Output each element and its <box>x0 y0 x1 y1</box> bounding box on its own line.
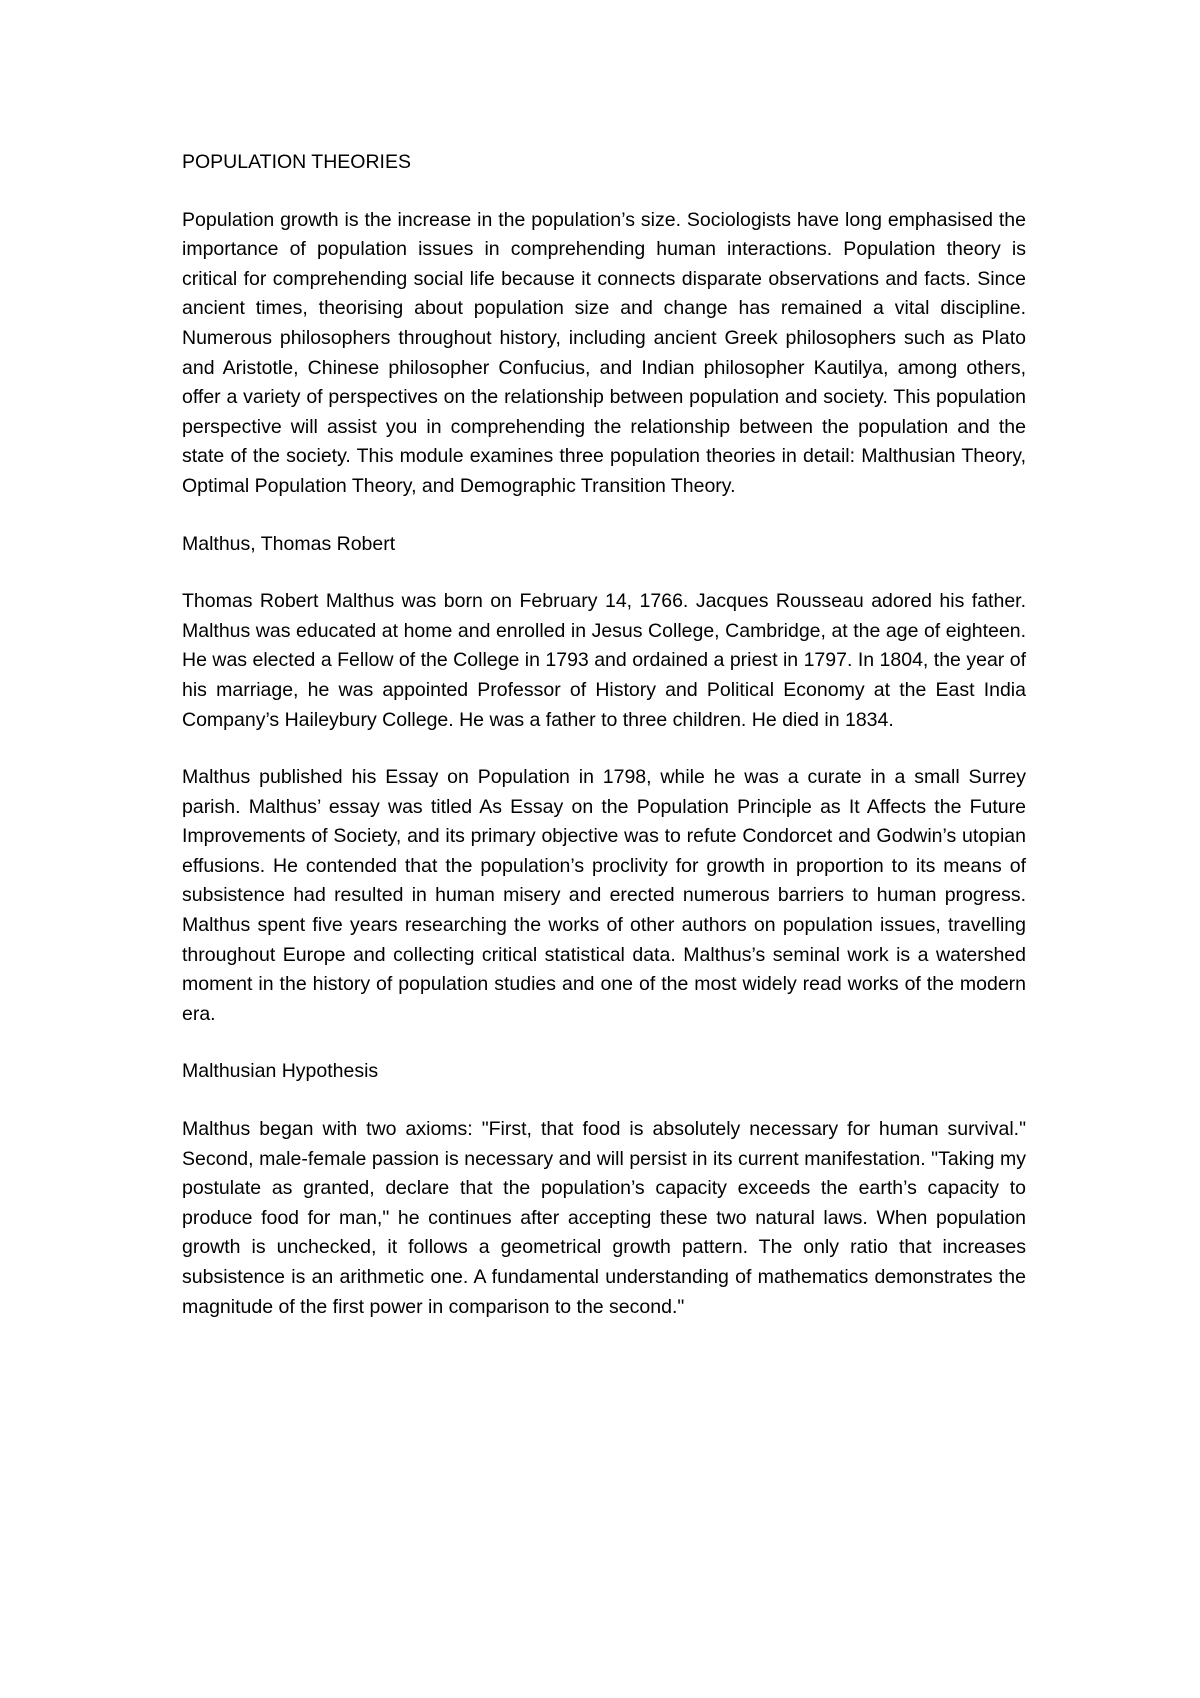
section-heading-hypothesis: Malthusian Hypothesis <box>182 1060 379 1083</box>
spacer <box>182 559 1026 587</box>
malthus-biography-paragraph: Thomas Robert Malthus was born on February 14, 1766. Jacques Rousseau adored his father. Malthus was educated at home and enrolled in Jesus College, Cambridge, at the age of eighteen. He was elected a Fellow of the College in 1793 and ordained a priest in 1797. In 1804, the year of his marriage, he was appointed Professor of History and Political Economy at the East India Company’s Haileybury College. He was a father to three children. He died in 1834. <box>182 590 1026 731</box>
spacer <box>182 1087 1026 1115</box>
spacer <box>182 1029 1026 1057</box>
document-title: POPULATION THEORIES <box>182 151 411 173</box>
spacer <box>182 502 1026 530</box>
intro-paragraph: Population growth is the increase in the population’s size. Sociologists have long emphasised the importance of population issues in comprehending human interactions. Population theory is critical for comprehending social life because it connects disparate observations and facts. Since ancient times, theorising about population size and change has remained a vital discipline. Numerous philosophers throughout history, including ancient Greek philosophers such as Plato and Aristotle, Chinese philosopher Confucius, and Indian philosopher Kautilya, among others, offer a variety of perspectives on the relationship between population and society. This population perspective will assist you in comprehending the relationship between the population and the state of the society. This module examines three population theories in detail: Malthusian Theory, Optimal Population Theory, and Demographic Transition Theory. <box>182 208 1026 497</box>
document-body <box>182 148 1026 1322</box>
hypothesis-paragraph: Malthus began with two axioms: "First, that food is absolutely necessary for human survival." Second, male-female passion is necessary and will persist in its current manifestation. "Taking my postulate as granted, declare that the population’s capacity exceeds the earth’s capacity to produce food for man," he continues after accepting these two natural laws. When population growth is unchecked, it follows a geometrical growth pattern. The only ratio that increases subsistence is an arithmetic one. A fundamental understanding of mathematics demonstrates the magnitude of the first power in comparison to the second." <box>182 1118 1026 1318</box>
malthus-essay-paragraph: Malthus published his Essay on Population in 1798, while he was a curate in a small Surrey parish. Malthus’ essay was titled As Essay on the Population Principle as It Affects the Future Improvements of Society, and its primary objective was to refute Condorcet and Godwin’s utopian effusions. He contended that the population’s proclivity for growth in proportion to its means of subsistence had resulted in human misery and erected numerous barriers to human progress. Malthus spent five years researching the works of other authors on population issues, travelling throughout Europe and collecting critical statistical data. Malthus’s seminal work is a watershed moment in the history of population studies and one of the most widely read works of the modern era. <box>182 766 1026 1025</box>
spacer <box>182 735 1026 763</box>
spacer <box>182 178 1026 206</box>
section-heading-malthus: Malthus, Thomas Robert <box>182 532 396 555</box>
